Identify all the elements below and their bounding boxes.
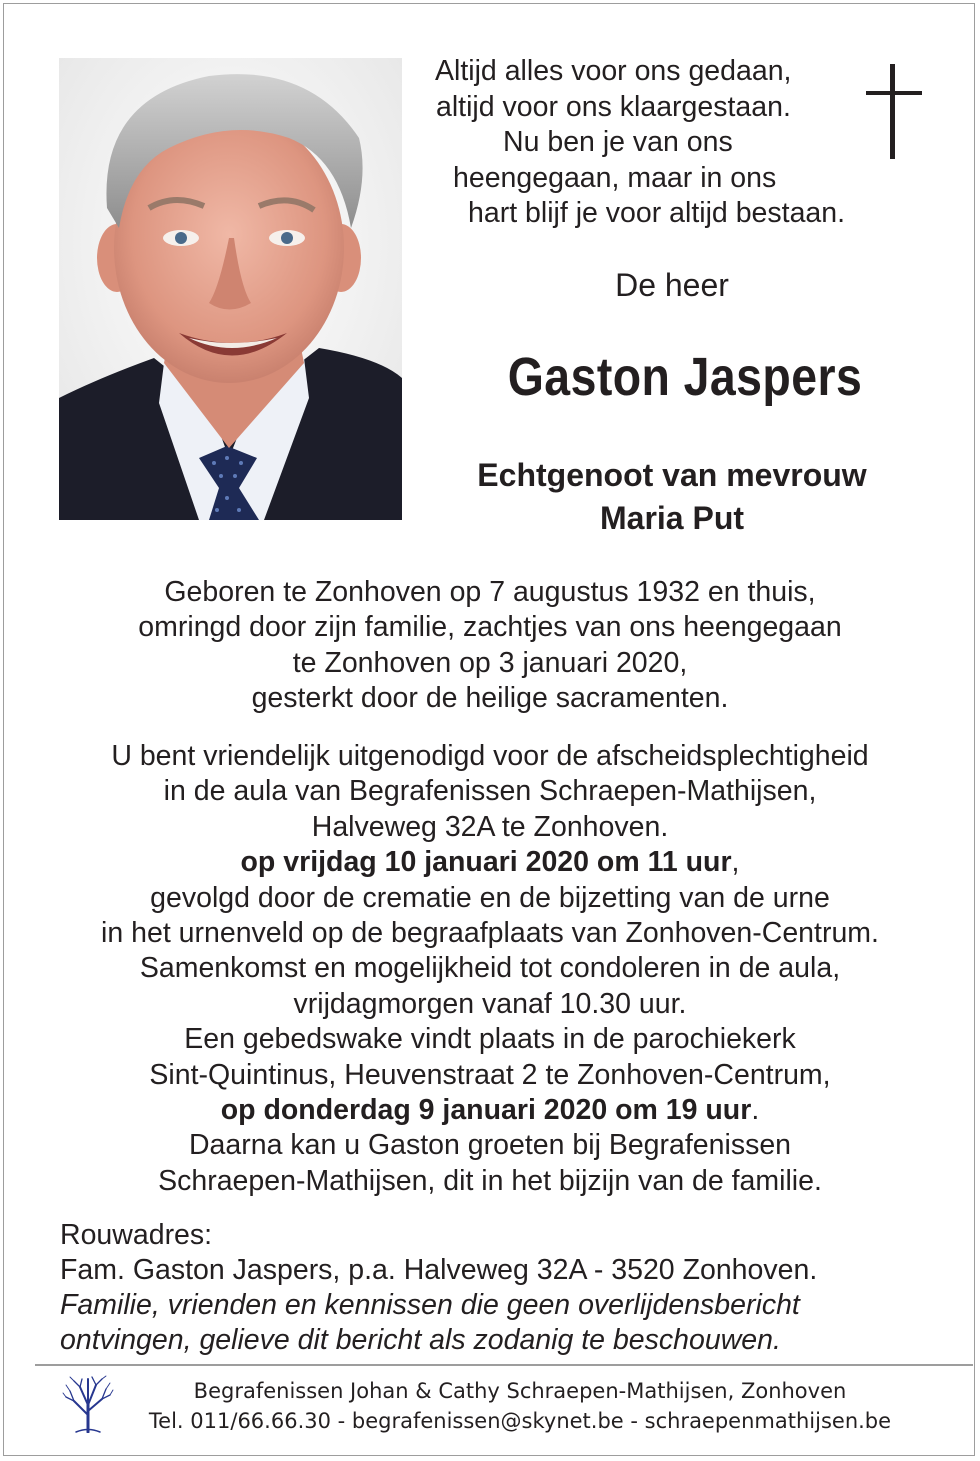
text-line: gesterkt door de heilige sacramenten. xyxy=(251,682,729,715)
contact-info: Tel. 011/66.66.30 - begrafenissen@skynet.be - schraepenmathijsen.be xyxy=(148,1409,892,1433)
portrait-photo xyxy=(59,58,402,520)
ceremony-date xyxy=(0,845,980,880)
spouse-info xyxy=(405,454,939,540)
text-line: Schraepen-Mathijsen, dit in het bijzijn van de familie. xyxy=(158,1164,822,1197)
text-line: in de aula van Begrafenissen Schraepen-Mathijsen, xyxy=(163,775,817,808)
text-line: in het urnenveld op de begraafplaats van Zonhoven-Centrum. xyxy=(101,917,879,950)
text-line: Sint-Quintinus, Heuvenstraat 2 te Zonhoven-Centrum, xyxy=(149,1058,831,1091)
spouse-line: Echtgenoot van mevrouw xyxy=(477,457,867,493)
text-line: Daarna kan u Gaston groeten bij Begrafenissen xyxy=(188,1129,792,1162)
title-prefix: De heer xyxy=(615,267,729,303)
punct: , xyxy=(731,846,740,879)
text-line: U bent vriendelijk uitgenodigd voor de afscheidsplechtigheid xyxy=(111,740,869,772)
text-line: gevolgd door de crematie en de bijzetting van de urne xyxy=(150,881,830,914)
address-line: Fam. Gaston Jaspers, p.a. Halveweg 32A - 3520 Zonhoven. xyxy=(60,1254,818,1286)
text-line: te Zonhoven op 3 januari 2020, xyxy=(292,646,688,679)
poem-line: Altijd alles voor ons gedaan, xyxy=(435,55,792,87)
birth-death-block xyxy=(0,575,980,717)
funeral-company: Begrafenissen Johan & Cathy Schraepen-Mathijsen, Zonhoven xyxy=(193,1379,847,1403)
tree-logo-icon xyxy=(62,1375,114,1433)
address-note: Familie, vrienden en kennissen die geen overlijdensbericht xyxy=(60,1289,800,1321)
spouse-name: Maria Put xyxy=(599,500,745,536)
ceremony-date-bold: op vrijdag 10 januari 2020 om 11 uur xyxy=(240,846,732,879)
mourning-address xyxy=(60,1218,960,1358)
text-line: Samenkomst en mogelijkheid tot condoleren in de aula, xyxy=(139,952,841,985)
text-line: omringd door zijn familie, zachtjes van ons heengegaan xyxy=(138,611,842,644)
vigil-date xyxy=(0,1093,980,1128)
poem-line: altijd voor ons klaargestaan. xyxy=(436,90,791,123)
poem-line: hart blijf je voor altijd bestaan. xyxy=(468,197,846,229)
address-note: ontvingen, gelieve dit bericht als zodanig te beschouwen. xyxy=(60,1324,781,1356)
address-label: Rouwadres: xyxy=(60,1219,213,1251)
cross-icon xyxy=(866,64,922,159)
poem xyxy=(405,54,885,232)
text-line: Een gebedswake vindt plaats in de parochiekerk xyxy=(184,1023,796,1056)
punct: . xyxy=(751,1094,760,1127)
footer xyxy=(120,1376,920,1436)
text-line: vrijdagmorgen vanaf 10.30 uur. xyxy=(293,987,687,1020)
ceremony-block xyxy=(0,739,980,1199)
footer-divider xyxy=(35,1364,973,1366)
deceased-name: Gaston Jaspers xyxy=(507,347,863,407)
text-line: Geboren te Zonhoven op 7 augustus 1932 en thuis, xyxy=(164,576,816,608)
vigil-date-bold: op donderdag 9 januari 2020 om 19 uur xyxy=(220,1094,752,1127)
text-line: Halveweg 32A te Zonhoven. xyxy=(311,810,669,843)
poem-line: Nu ben je van ons xyxy=(503,126,733,158)
poem-line: heengegaan, maar in ons xyxy=(453,161,777,194)
